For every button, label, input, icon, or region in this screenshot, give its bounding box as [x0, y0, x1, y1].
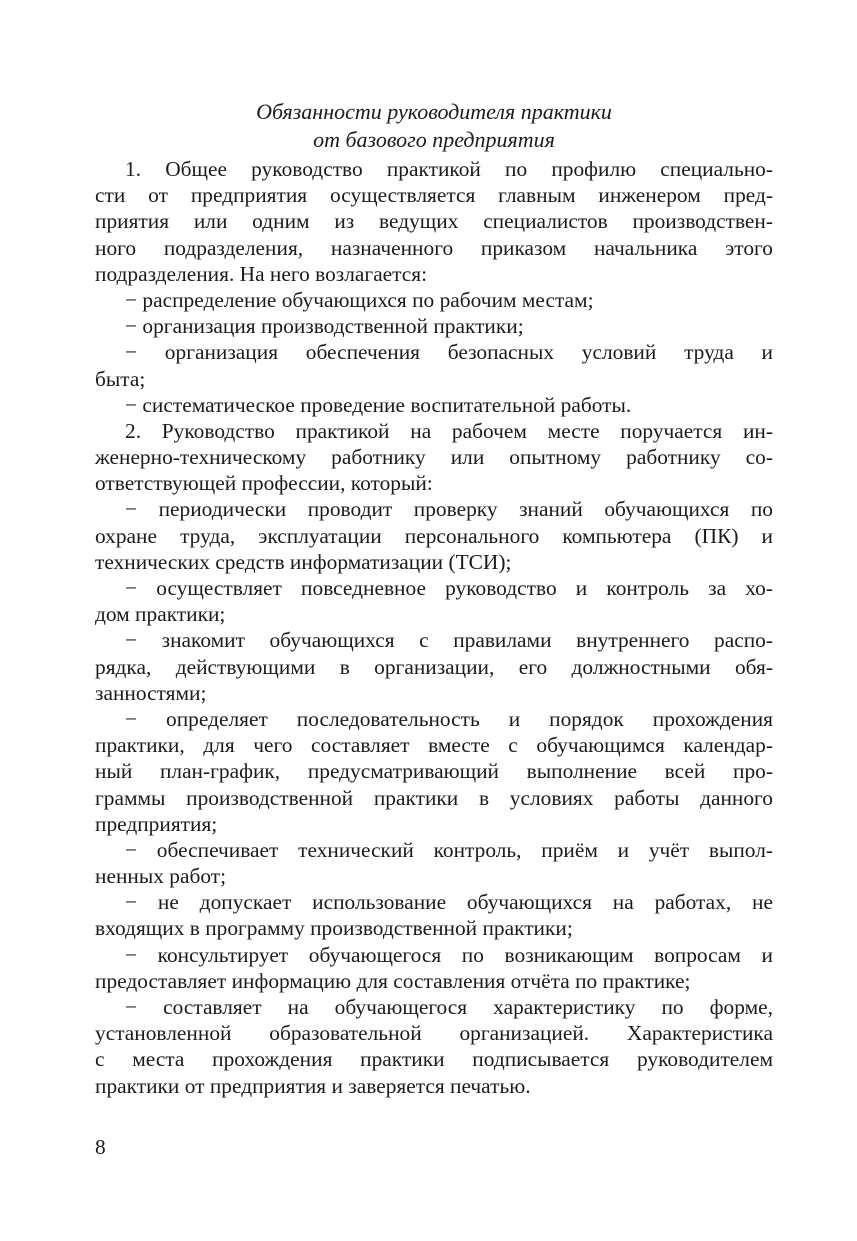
text-line: ненных работ; [95, 864, 227, 889]
text-line: − осуществляет повседневное руководство и контроль за хо- [125, 576, 773, 600]
text-line: практики, для чего составляет вместе с обучающимся календар- [95, 733, 773, 758]
text-line: − организация производственной практики; [125, 314, 524, 339]
section-heading [95, 98, 773, 154]
text-line: установленной образовательной организацией. Характеристика [95, 1021, 773, 1046]
page-number: 8 [95, 1135, 106, 1159]
text-line: дом практики; [95, 602, 226, 627]
text-line: технических средств информатизации (ТСИ); [95, 549, 512, 574]
text-line: − систематическое проведение воспитательной работы. [125, 392, 632, 417]
text-line: занностями; [95, 680, 207, 705]
text-line: ответствующей профессии, который: [95, 471, 433, 496]
body-text [95, 156, 773, 1099]
text-line: − обеспечивает технический контроль, приём и учёт выпол- [125, 837, 773, 862]
text-line: граммы производственной практики в условиях работы данного [95, 785, 773, 810]
text-line: сти от предприятия осуществляется главным инженером пред- [95, 183, 773, 208]
text-line: женерно-техническому работнику или опытному работнику со- [95, 445, 773, 470]
heading-line-1: Обязанности руководителя практики [256, 99, 612, 124]
text-line: ный план-график, предусматривающий выполнение всей про- [95, 759, 773, 784]
text-line: − распределение обучающихся по рабочим местам; [125, 287, 594, 312]
text-line: охране труда, эксплуатации персонального компьютера (ПК) и [95, 523, 773, 548]
heading-line-2: от базового предприятия [313, 127, 555, 152]
text-line: с места прохождения практики подписывается руководителем [95, 1047, 773, 1072]
text-line: практики от предприятия и заверяется печатью. [95, 1073, 531, 1098]
text-line: ного подразделения, назначенного приказом начальника этого [95, 235, 773, 260]
text-line: 2. Руководство практикой на рабочем месте поручается ин- [125, 418, 773, 443]
text-line: приятия или одним из ведущих специалистов производствен- [95, 209, 773, 234]
text-line: − определяет последовательность и порядок прохождения [125, 706, 773, 731]
text-line: входящих в программу производственной практики; [95, 916, 573, 941]
text-line: предоставляет информацию для составления отчёта по практике; [95, 968, 691, 993]
text-line: − знакомит обучающихся с правилами внутреннего распо- [125, 628, 773, 653]
text-line: предприятия; [95, 811, 218, 836]
text-line: быта; [95, 366, 146, 391]
text-line: − составляет на обучающегося характеристику по форме, [125, 995, 773, 1019]
text-line: − не допускает использование обучающихся на работах, не [125, 890, 773, 915]
text-line: подразделения. На него возлагается: [95, 261, 428, 286]
text-line: − организация обеспечения безопасных условий труда и [125, 340, 773, 365]
text-line: 1. Общее руководство практикой по профилю специально- [125, 157, 773, 181]
document-page [95, 98, 773, 1099]
text-line: − периодически проводит проверку знаний обучающихся по [125, 497, 773, 522]
text-line: рядка, действующими в организации, его должностными обя- [95, 654, 773, 679]
text-line: − консультирует обучающегося по возникающим вопросам и [125, 942, 773, 967]
